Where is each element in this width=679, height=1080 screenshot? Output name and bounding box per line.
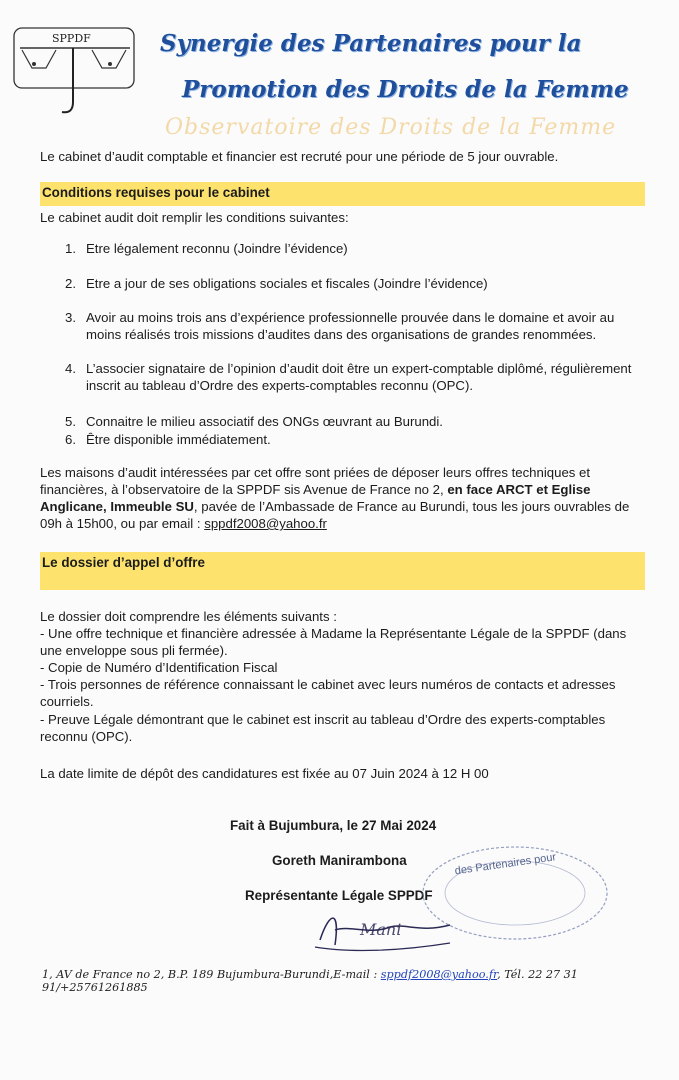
intro-paragraph: Le cabinet d’audit comptable et financier est recruté pour une période de 5 jour ouvrable.	[40, 149, 559, 164]
sppdf-logo	[12, 22, 142, 118]
dossier-item: - Preuve Légale démontrant que le cabinet est inscrit au tableau d’Ordre des experts-comptables reconnu (OPC).	[40, 712, 606, 744]
signatory-name: Goreth Manirambona	[272, 853, 407, 868]
logo-text: SPPDF	[52, 32, 91, 45]
deadline-text: La date limite de dépôt des candidatures est fixée au 07 Juin 2024 à 12 H 00	[40, 766, 489, 781]
dossier-lead: Le dossier doit comprendre les éléments suivants :	[40, 609, 337, 624]
list-item: 1. Etre légalement reconnu (Joindre l’évidence)	[65, 241, 348, 256]
signatory-role: Représentante Légale SPPDF	[245, 888, 433, 903]
dossier-item: - Trois personnes de référence connaissant le cabinet avec leurs numéros de contacts et adresses courriels.	[40, 677, 616, 709]
handwritten-signature	[310, 905, 460, 955]
org-title-line2: Promotion des Droits de la Femme	[182, 76, 629, 103]
list-item: 5. Connaitre le milieu associatif des ONGs œuvrant au Burundi.	[65, 414, 443, 429]
list-item: 3. Avoir au moins trois ans d’expérience professionnelle prouvée dans le domaine et avoir au moins réalisés trois missions d’audites dans des organisations de grandes renommées.	[65, 310, 615, 342]
dossier-item: - Une offre technique et financière adressée à Madame la Représentante Légale de la SPPDF (dans une enveloppe sous pli fermée).	[40, 626, 627, 658]
footer-contact: 1, AV de France no 2, B.P. 189 Bujumbura-Burundi,E-mail : sppdf2008@yahoo.fr, Tél. 22 27 31 91/+25761261885	[42, 968, 578, 994]
place-date: Fait à Bujumbura, le 27 Mai 2024	[230, 818, 437, 833]
submission-paragraph: Les maisons d’audit intéressées par cet offre sont priées de déposer leurs offres techniques et financières, à l’observatoire de la SPPDF sis Avenue de France no 2, en face ARCT et Eglise Anglicane, Immeuble SU, pavée de l’Ambassade de France au Burundi, tous les jours ouvrables de 09h à 15h00, ou par email : sppdf2008@yahoo.fr	[40, 465, 630, 531]
submission-email-link[interactable]: sppdf2008@yahoo.fr	[204, 516, 327, 531]
list-item: 2. Etre a jour de ses obligations sociales et fiscales (Joindre l’évidence)	[65, 276, 488, 291]
conditions-lead: Le cabinet audit doit remplir les conditions suivantes:	[40, 210, 349, 225]
svg-text:Mani: Mani	[360, 920, 402, 939]
section-heading-conditions: Conditions requises pour le cabinet	[40, 182, 645, 206]
observatoire-subtitle: Observatoire des Droits de la Femme	[165, 115, 617, 140]
list-item: 6. Être disponible immédiatement.	[65, 432, 271, 447]
org-title-line1: Synergie des Partenaires pour la	[160, 30, 582, 57]
dossier-item: - Copie de Numéro d’Identification Fiscal	[40, 660, 278, 675]
list-item: 4. L’associer signataire de l’opinion d’audit doit être un expert-comptable diplômé, régulièrement inscrit au tableau d’Ordre des experts-comptables reconnu (OPC).	[65, 361, 632, 393]
section-heading-dossier: Le dossier d’appel d’offre	[40, 552, 645, 590]
footer-email-link[interactable]: sppdf2008@yahoo.fr	[380, 968, 498, 981]
stamp-text: des Partenaires pour	[454, 851, 557, 878]
